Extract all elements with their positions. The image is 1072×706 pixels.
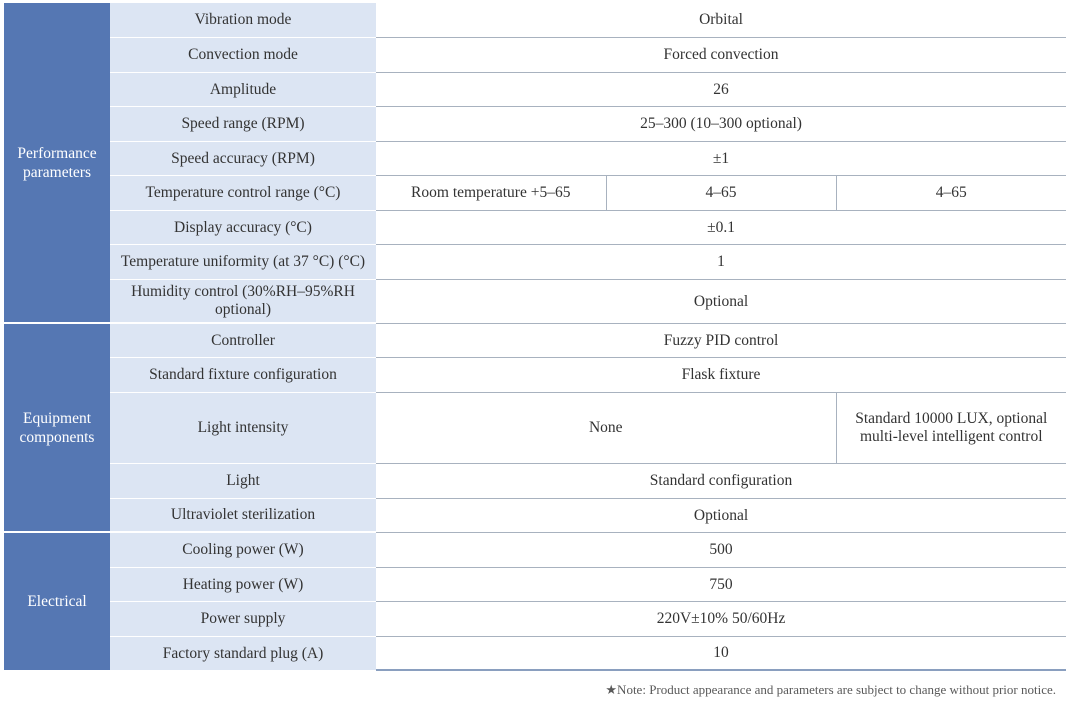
table-row xyxy=(4,636,1066,670)
row-label: Temperature uniformity (at 37 °C) (°C) xyxy=(110,244,376,279)
row-value: Optional xyxy=(376,498,1066,532)
row-label: Temperature control range (°C) xyxy=(110,175,376,210)
row-label: Amplitude xyxy=(110,72,376,106)
specifications-table xyxy=(4,3,1066,671)
table-row xyxy=(4,72,1066,106)
row-value: ±0.1 xyxy=(376,210,1066,244)
row-label: Heating power (W) xyxy=(110,567,376,601)
row-label: Ultraviolet sterilization xyxy=(110,498,376,532)
row-value: Flask fixture xyxy=(376,357,1066,392)
row-label: Light intensity xyxy=(110,392,376,463)
row-value: 220V±10% 50/60Hz xyxy=(376,601,1066,636)
row-value: 750 xyxy=(376,567,1066,601)
row-value: 10 xyxy=(376,636,1066,670)
table-row xyxy=(4,601,1066,636)
row-value: Standard 10000 LUX, optional multi-level intelligent control xyxy=(836,392,1066,463)
row-value: Forced convection xyxy=(376,37,1066,72)
row-value: Optional xyxy=(376,279,1066,323)
row-value: None xyxy=(376,392,836,463)
row-value: 4–65 xyxy=(606,175,836,210)
row-label: Speed accuracy (RPM) xyxy=(110,141,376,175)
row-value: Standard configuration xyxy=(376,463,1066,498)
table-row xyxy=(4,567,1066,601)
table-row xyxy=(4,175,1066,210)
row-value: 25–300 (10–300 optional) xyxy=(376,106,1066,141)
table-row xyxy=(4,244,1066,279)
table-row xyxy=(4,279,1066,323)
table-row xyxy=(4,532,1066,567)
table-row xyxy=(4,357,1066,392)
row-label: Factory standard plug (A) xyxy=(110,636,376,670)
row-label: Display accuracy (°C) xyxy=(110,210,376,244)
section-equipment-components: Equipment components xyxy=(4,323,110,532)
row-value: 500 xyxy=(376,532,1066,567)
table-row xyxy=(4,141,1066,175)
footnote: ★Note: Product appearance and parameters are subject to change without prior notice. xyxy=(605,682,1056,697)
row-label: Humidity control (30%RH–95%RH optional) xyxy=(110,279,376,323)
section-electrical: Electrical xyxy=(4,532,110,670)
row-label: Standard fixture configuration xyxy=(110,357,376,392)
table-row xyxy=(4,392,1066,463)
row-value: 1 xyxy=(376,244,1066,279)
table-row xyxy=(4,3,1066,37)
row-label: Power supply xyxy=(110,601,376,636)
table-row xyxy=(4,498,1066,532)
row-value: Fuzzy PID control xyxy=(376,323,1066,357)
row-value: Orbital xyxy=(376,3,1066,37)
row-value: ±1 xyxy=(376,141,1066,175)
table-row xyxy=(4,106,1066,141)
row-label: Convection mode xyxy=(110,37,376,72)
table-row xyxy=(4,463,1066,498)
table-row xyxy=(4,323,1066,357)
row-label: Speed range (RPM) xyxy=(110,106,376,141)
row-value: 4–65 xyxy=(836,175,1066,210)
row-value: 26 xyxy=(376,72,1066,106)
row-label: Light xyxy=(110,463,376,498)
row-value: Room temperature +5–65 xyxy=(376,175,606,210)
row-label: Controller xyxy=(110,323,376,357)
row-label: Vibration mode xyxy=(110,3,376,37)
row-label: Cooling power (W) xyxy=(110,532,376,567)
table-row xyxy=(4,37,1066,72)
table-row xyxy=(4,210,1066,244)
section-performance-parameters: Performance parameters xyxy=(4,3,110,323)
